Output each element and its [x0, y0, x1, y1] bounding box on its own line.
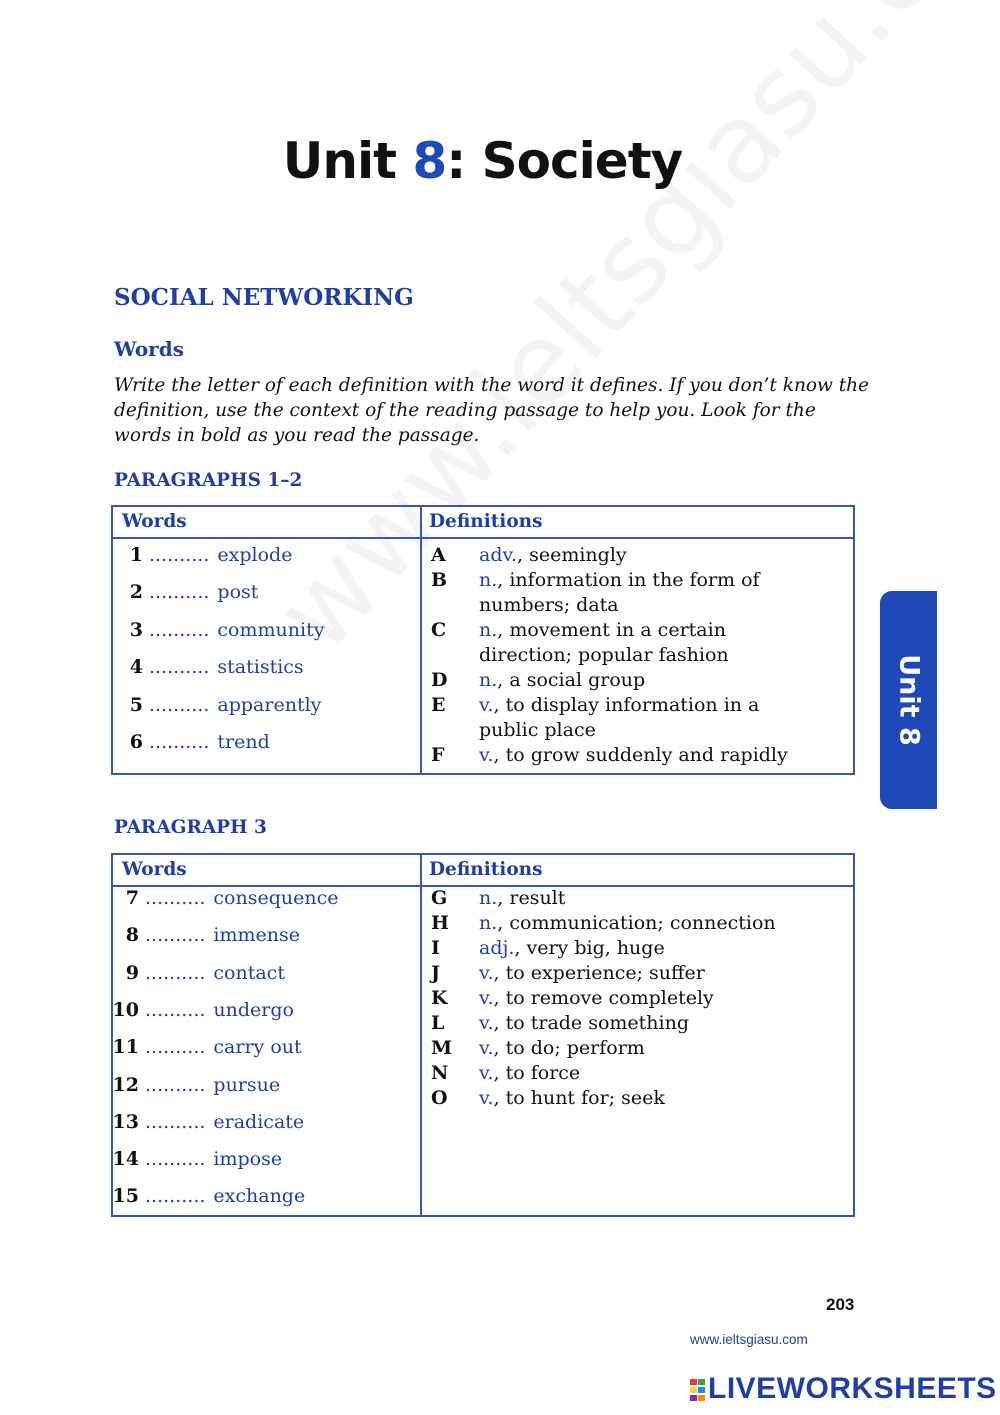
definition-row [431, 718, 851, 743]
site-url[interactable]: www.ieltsgiasu.com [690, 1332, 808, 1347]
item-number: 15 [112, 1185, 139, 1208]
item-number: 4 [129, 656, 143, 679]
definition-text [479, 911, 776, 936]
definition-text [479, 1011, 689, 1036]
definition-text [479, 1061, 580, 1086]
answer-blank[interactable]: .......... [145, 1073, 206, 1096]
definition-meaning: , to remove completely [493, 987, 714, 1009]
definition-text [479, 986, 714, 1011]
vocab-word: undergo [213, 998, 294, 1021]
word-row [109, 887, 338, 909]
table-header [113, 855, 853, 887]
col-definitions-header: Definitions [429, 511, 543, 532]
definition-letter: G [431, 887, 448, 909]
unit-side-tab [880, 591, 937, 809]
vocab-word: impose [213, 1148, 283, 1171]
word-row [113, 731, 270, 753]
part-of-speech: v. [479, 962, 494, 984]
answer-blank[interactable]: .......... [149, 656, 210, 679]
definition-row [431, 593, 851, 618]
definition-meaning: , movement in a certain [497, 619, 726, 641]
definition-row [431, 1061, 851, 1086]
brand-text: LIVEWORKSHEETS [708, 1372, 997, 1405]
vocab-word: exchange [213, 1185, 306, 1208]
paragraph-heading-2: PARAGRAPH 3 [114, 817, 267, 838]
definition-row [431, 911, 851, 936]
col-words-header: Words [122, 511, 187, 532]
definition-meaning: , a social group [497, 669, 646, 691]
word-row [109, 1148, 282, 1170]
definition-meaning: , to do; perform [493, 1037, 645, 1059]
word-row [109, 962, 285, 984]
definition-text [479, 643, 729, 668]
definition-text [479, 1086, 665, 1111]
definition-letter: I [431, 937, 440, 959]
vocab-word: contact [213, 961, 285, 984]
definition-meaning: , to display information in a [493, 694, 760, 716]
answer-blank[interactable]: .......... [145, 924, 206, 947]
part-of-speech: v. [479, 1012, 494, 1034]
definition-meaning: , communication; connection [497, 912, 776, 934]
part-of-speech: n. [479, 619, 498, 641]
definition-text [479, 543, 627, 568]
vocab-word: eradicate [213, 1110, 305, 1133]
vocab-word: consequence [213, 887, 339, 909]
item-number: 3 [129, 618, 143, 641]
definition-row [431, 986, 851, 1011]
vocab-word: carry out [213, 1036, 302, 1059]
definition-text [479, 693, 759, 718]
answer-blank[interactable]: .......... [149, 731, 210, 753]
answer-blank[interactable]: .......... [149, 693, 210, 716]
definition-text [479, 618, 726, 643]
item-number: 8 [125, 924, 139, 947]
part-of-speech: v. [479, 987, 494, 1009]
answer-blank[interactable]: .......... [145, 998, 206, 1021]
part-of-speech: n. [479, 669, 498, 691]
item-number: 11 [112, 1036, 139, 1059]
definition-text [479, 568, 760, 593]
item-number: 6 [129, 731, 143, 753]
definition-meaning: , to force [493, 1062, 581, 1084]
part-of-speech: adv. [479, 544, 518, 566]
answer-blank[interactable]: .......... [149, 544, 210, 566]
part-of-speech: v. [479, 1062, 494, 1084]
part-of-speech: n. [479, 569, 498, 591]
unit-number: 8 [412, 132, 447, 190]
vocab-word: statistics [217, 656, 304, 679]
instructions: Write the letter of each definition with the word it defines. If you don’t know the definition, use the context of the reading passage to help you. Look for the words in bold as you read the passage. [114, 375, 870, 446]
part-of-speech: v. [479, 1037, 494, 1059]
definition-letter: N [431, 1062, 449, 1084]
word-row [109, 1111, 304, 1133]
title-prefix: Unit [282, 132, 413, 190]
item-number: 5 [129, 693, 143, 716]
col-words-header: Words [122, 859, 187, 880]
title-suffix: : Society [446, 132, 683, 190]
definition-meaning: direction; popular fashion [479, 644, 729, 666]
definition-meaning: , to trade something [493, 1012, 690, 1034]
answer-blank[interactable]: .......... [149, 618, 210, 641]
definition-letter: A [431, 544, 446, 566]
item-number: 7 [125, 887, 139, 909]
word-row [113, 544, 292, 566]
part-of-speech: v. [479, 744, 494, 766]
vocab-table-2 [111, 853, 855, 1217]
side-tab-label: Unit 8 [893, 654, 924, 746]
part-of-speech: v. [479, 1087, 494, 1109]
column-divider [420, 855, 422, 1215]
definition-meaning: , to hunt for; seek [493, 1087, 665, 1109]
col-definitions-header: Definitions [429, 859, 543, 880]
answer-blank[interactable]: .......... [145, 961, 206, 984]
section-heading: SOCIAL NETWORKING [114, 284, 414, 311]
part-of-speech: v. [479, 694, 494, 716]
part-of-speech: adj. [479, 937, 515, 959]
liveworksheets-logo-icon [690, 1379, 706, 1401]
definition-meaning: , result [497, 887, 566, 909]
item-number: 9 [125, 961, 139, 984]
definition-text [479, 593, 619, 618]
definition-meaning: numbers; data [479, 594, 619, 616]
definition-row [431, 618, 851, 643]
page-number: 203 [826, 1295, 855, 1314]
words-heading: Words [114, 337, 184, 361]
definition-row [431, 1011, 851, 1036]
answer-blank[interactable]: .......... [145, 1110, 206, 1133]
definition-text [479, 961, 705, 986]
item-number: 1 [129, 544, 143, 566]
vocab-word: immense [213, 924, 300, 947]
item-number: 2 [129, 581, 143, 604]
vocab-table-1 [111, 505, 855, 775]
table-header [113, 507, 853, 539]
definition-letter: M [431, 1037, 453, 1059]
definition-letter: B [431, 569, 448, 591]
definition-letter: F [431, 744, 445, 766]
item-number: 12 [112, 1073, 139, 1096]
page-title [0, 132, 965, 190]
answer-blank[interactable]: .......... [149, 581, 210, 604]
definition-meaning: , to grow suddenly and rapidly [493, 744, 788, 766]
definition-letter: E [431, 694, 446, 716]
definition-text [479, 936, 665, 961]
definition-row [431, 693, 851, 718]
item-number: 14 [112, 1148, 139, 1171]
definition-row [431, 743, 851, 768]
part-of-speech: n. [479, 912, 498, 934]
definition-meaning: , seemingly [517, 544, 627, 566]
column-divider [420, 507, 422, 773]
definition-row [431, 643, 851, 668]
definition-letter: H [431, 912, 449, 934]
definition-row [431, 936, 851, 961]
paragraph-heading-1: PARAGRAPHS 1–2 [114, 470, 303, 491]
word-row [113, 581, 258, 603]
vocab-word: explode [217, 544, 293, 566]
word-row [109, 1036, 302, 1058]
definition-row [431, 1086, 851, 1111]
definition-meaning: public place [479, 719, 596, 741]
answer-blank[interactable]: .......... [145, 887, 206, 909]
definition-meaning: , very big, huge [514, 937, 665, 959]
vocab-word: apparently [217, 693, 322, 716]
definition-letter: D [431, 669, 448, 691]
definition-row [431, 1036, 851, 1061]
word-row [113, 694, 321, 716]
item-number: 13 [112, 1110, 139, 1133]
definition-text [479, 886, 565, 911]
definition-letter: L [431, 1012, 445, 1034]
vocab-word: pursue [213, 1073, 281, 1096]
vocab-word: community [217, 618, 325, 641]
definition-letter: C [431, 619, 447, 641]
word-row [113, 619, 324, 641]
word-row [109, 924, 300, 946]
answer-blank[interactable]: .......... [145, 1148, 206, 1171]
definition-text [479, 718, 596, 743]
definition-meaning: , information in the form of [497, 569, 760, 591]
liveworksheets-brand [690, 1372, 997, 1406]
vocab-word: post [217, 581, 259, 604]
vocab-word: trend [217, 731, 270, 753]
definition-meaning: , to experience; suffer [493, 962, 705, 984]
answer-blank[interactable]: .......... [145, 1036, 206, 1059]
definition-text [479, 668, 645, 693]
definition-text [479, 743, 788, 768]
definition-letter: K [431, 987, 448, 1009]
part-of-speech: n. [479, 887, 498, 909]
definition-row [431, 543, 851, 568]
word-row [113, 656, 304, 678]
definition-row [431, 886, 851, 911]
word-row [109, 1074, 280, 1096]
word-row [109, 999, 294, 1021]
definition-row [431, 568, 851, 593]
definition-row [431, 668, 851, 693]
definition-row [431, 961, 851, 986]
word-row [109, 1185, 305, 1207]
definition-letter: J [431, 962, 440, 984]
item-number: 10 [112, 998, 139, 1021]
answer-blank[interactable]: .......... [145, 1185, 206, 1208]
definition-letter: O [431, 1087, 448, 1109]
definition-text [479, 1036, 645, 1061]
